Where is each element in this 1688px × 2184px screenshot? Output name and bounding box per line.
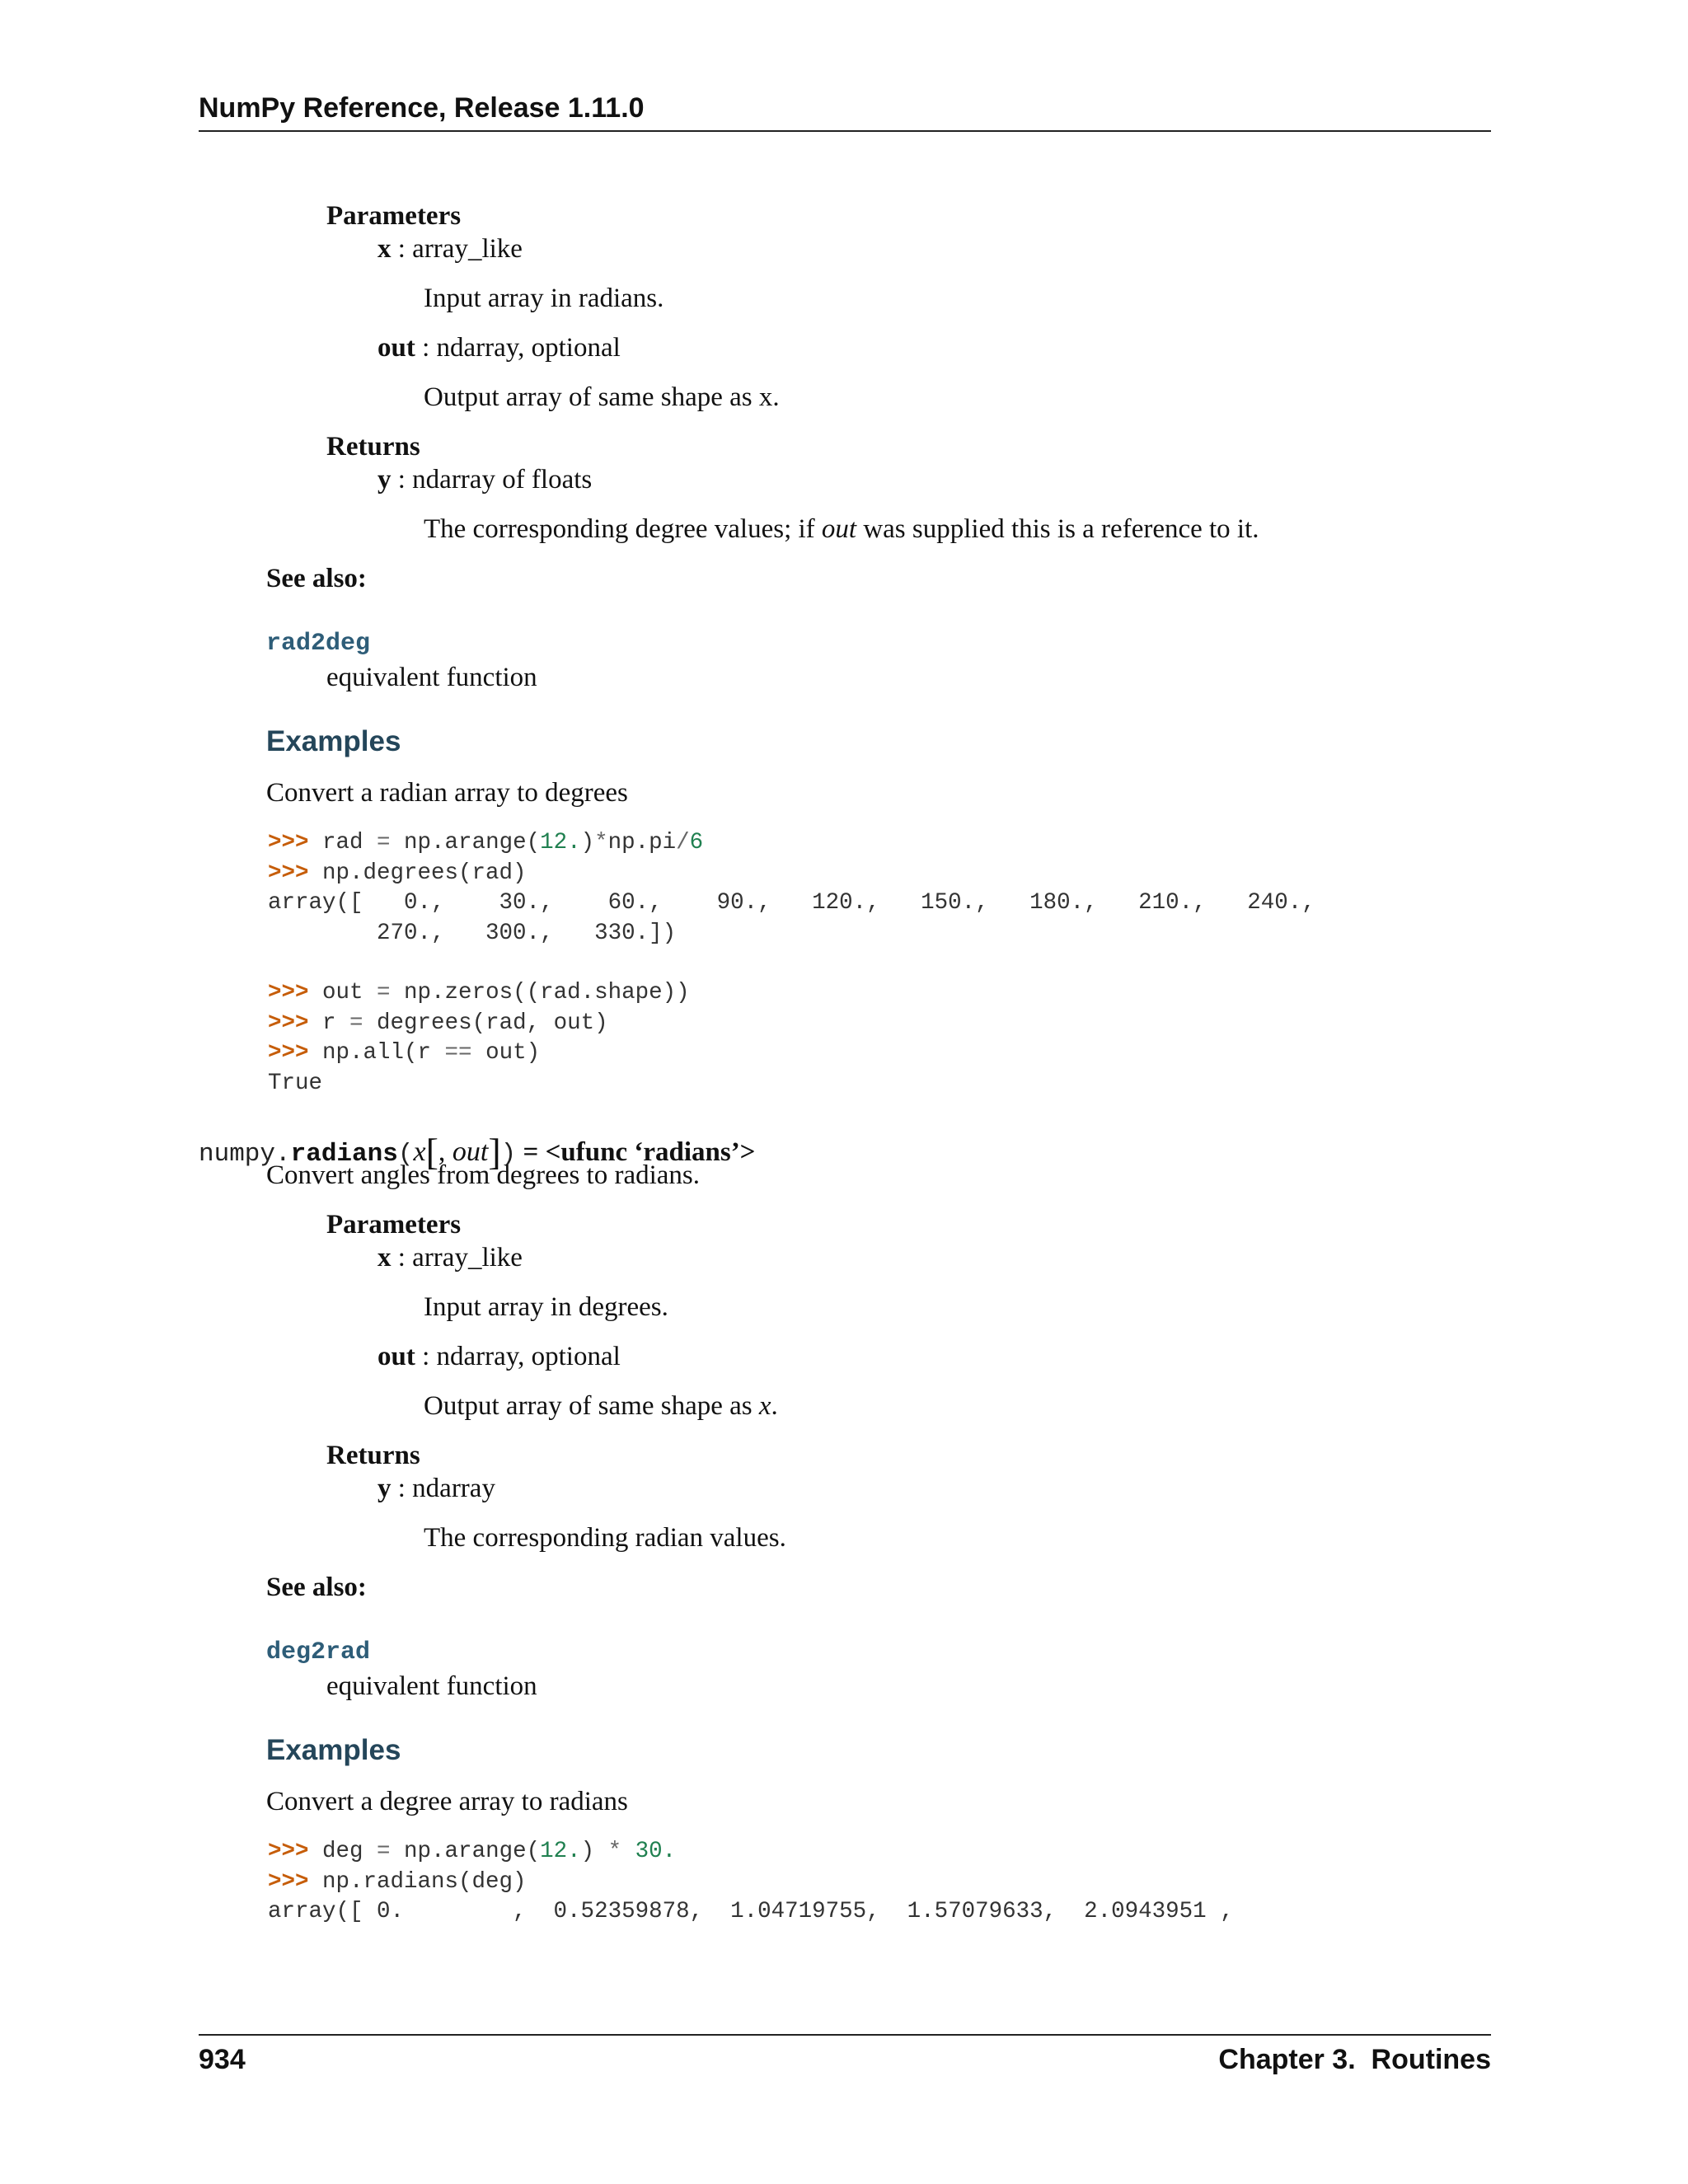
see-also-description: equivalent function <box>326 1671 537 1701</box>
param-out-type: : ndarray, optional <box>415 1342 621 1371</box>
code-prompt: >>> <box>268 1010 323 1036</box>
code-line <box>268 978 690 1009</box>
code-number: 30. <box>635 1839 677 1864</box>
param-x-description: Input array in radians. <box>424 284 664 313</box>
examples-intro: Convert a degree array to radians <box>266 1787 628 1816</box>
code-operator: = <box>377 1839 391 1864</box>
param-out-desc-part: . <box>771 1391 778 1421</box>
see-also-link-rad2deg[interactable]: rad2deg <box>266 630 371 658</box>
code-text: r <box>322 1010 350 1036</box>
footer-rule <box>199 2034 1491 2036</box>
return-y-desc-part: The corresponding degree values; if <box>424 514 822 544</box>
see-also-heading: See also: <box>266 1572 367 1602</box>
code-number: 6 <box>689 830 704 855</box>
param-x-name: x <box>377 1243 392 1272</box>
signature-right-bracket: ] <box>488 1131 501 1173</box>
return-y-name: y <box>377 1474 392 1503</box>
return-y-type: : ndarray <box>391 1474 495 1503</box>
return-y <box>377 1474 495 1504</box>
parameters-heading: Parameters <box>326 201 462 231</box>
code-text: out <box>322 980 377 1005</box>
signature-arg-x: x <box>413 1137 426 1167</box>
param-out-description <box>424 1391 778 1422</box>
signature-left-bracket: [ <box>425 1131 438 1173</box>
code-line <box>268 1038 690 1069</box>
param-x-description: Input array in degrees. <box>424 1292 668 1322</box>
code-output-line: True <box>268 1070 323 1096</box>
code-prompt: >>> <box>268 1868 323 1895</box>
code-text <box>621 1839 635 1864</box>
signature-open-paren: ( <box>397 1140 414 1169</box>
code-prompt: >>> <box>268 1040 323 1066</box>
code-text: np.degrees(rad) <box>322 860 527 886</box>
code-text: deg <box>322 1839 377 1864</box>
code-operator: = <box>349 1010 363 1036</box>
code-text: np.arange( <box>390 830 541 855</box>
param-out <box>377 1342 621 1372</box>
code-prompt: >>> <box>268 980 323 1005</box>
code-output-line: 270., 300., 330.]) <box>268 920 677 946</box>
see-also-heading: See also: <box>266 564 367 593</box>
code-text: ) <box>580 1839 608 1864</box>
param-out-type: : ndarray, optional <box>415 333 621 363</box>
returns-heading: Returns <box>326 1441 420 1470</box>
signature-comma: , <box>438 1137 452 1167</box>
function-summary: Convert angles from degrees to radians. <box>266 1160 701 1190</box>
return-y-name: y <box>377 465 392 494</box>
code-output-line: array([ 0., 30., 60., 90., 120., 150., 180., 210., 240., <box>268 890 1315 916</box>
code-block-degrees-2 <box>268 978 690 1099</box>
signature-close-paren: ) <box>500 1140 517 1169</box>
code-text: np.zeros((rad.shape)) <box>390 980 690 1005</box>
param-out-description: Output array of same shape as x. <box>424 382 780 412</box>
param-out-name: out <box>377 1342 415 1371</box>
return-y-desc-italic: out <box>821 514 857 544</box>
code-prompt: >>> <box>268 860 323 886</box>
parameters-heading: Parameters <box>326 1210 462 1240</box>
return-y-desc-part: was supplied this is a reference to it. <box>856 514 1259 544</box>
code-line <box>268 859 1315 889</box>
code-line <box>268 828 1315 859</box>
code-operator: == <box>444 1040 472 1066</box>
code-block-radians <box>268 1837 1234 1928</box>
param-out <box>377 333 621 363</box>
code-line <box>268 1009 690 1039</box>
code-operator: = <box>377 980 391 1005</box>
signature-module: numpy. <box>199 1140 291 1169</box>
code-text: np.pi <box>607 830 677 855</box>
code-operator: * <box>607 1839 622 1864</box>
page-number: 934 <box>199 2044 246 2075</box>
param-out-name: out <box>377 333 415 363</box>
code-text: ) <box>580 830 595 855</box>
code-number: 12. <box>540 1839 581 1864</box>
code-output-line: array([ 0. , 0.52359878, 1.04719755, 1.57079633, 2.0943951 , <box>268 1899 1234 1924</box>
param-x <box>377 234 523 265</box>
code-text: out) <box>471 1040 541 1066</box>
code-block-degrees-1 <box>268 828 1315 949</box>
code-operator: * <box>594 830 608 855</box>
code-number: 12. <box>540 830 581 855</box>
param-x-type: : array_like <box>391 1243 523 1272</box>
signature-ufunc: = <ufunc ‘radians’> <box>516 1137 756 1167</box>
code-prompt: >>> <box>268 1839 323 1864</box>
return-y-type: : ndarray of floats <box>391 465 593 494</box>
examples-intro: Convert a radian array to degrees <box>266 778 628 808</box>
code-operator: = <box>377 830 391 855</box>
code-text: rad <box>322 830 377 855</box>
see-also-link-deg2rad[interactable]: deg2rad <box>266 1638 371 1666</box>
code-text: np.all(r <box>322 1040 445 1066</box>
return-y-description <box>424 514 1259 545</box>
examples-heading: Examples <box>266 1734 401 1766</box>
param-x-type: : array_like <box>391 234 523 264</box>
code-text: np.arange( <box>390 1839 541 1864</box>
signature-arg-out: out <box>452 1137 489 1167</box>
chapter-title: Chapter 3. Routines <box>1218 2044 1491 2075</box>
signature-function-name: radians <box>290 1140 398 1169</box>
code-text: degrees(rad, out) <box>363 1010 608 1036</box>
code-text: np.radians(deg) <box>322 1868 527 1895</box>
code-operator: / <box>676 830 690 855</box>
examples-heading: Examples <box>266 725 401 757</box>
page-header-title: NumPy Reference, Release 1.11.0 <box>199 92 645 124</box>
param-x-name: x <box>377 234 392 264</box>
param-out-desc-italic: x <box>758 1391 771 1421</box>
returns-heading: Returns <box>326 432 420 462</box>
param-out-desc-part: Output array of same shape as <box>424 1391 759 1421</box>
code-line <box>268 1837 1234 1868</box>
return-y-description: The corresponding radian values. <box>424 1523 786 1553</box>
code-line <box>268 1868 1234 1898</box>
param-x <box>377 1243 523 1273</box>
see-also-description: equivalent function <box>326 663 537 692</box>
return-y <box>377 465 592 495</box>
header-rule <box>199 130 1491 132</box>
code-prompt: >>> <box>268 830 323 855</box>
